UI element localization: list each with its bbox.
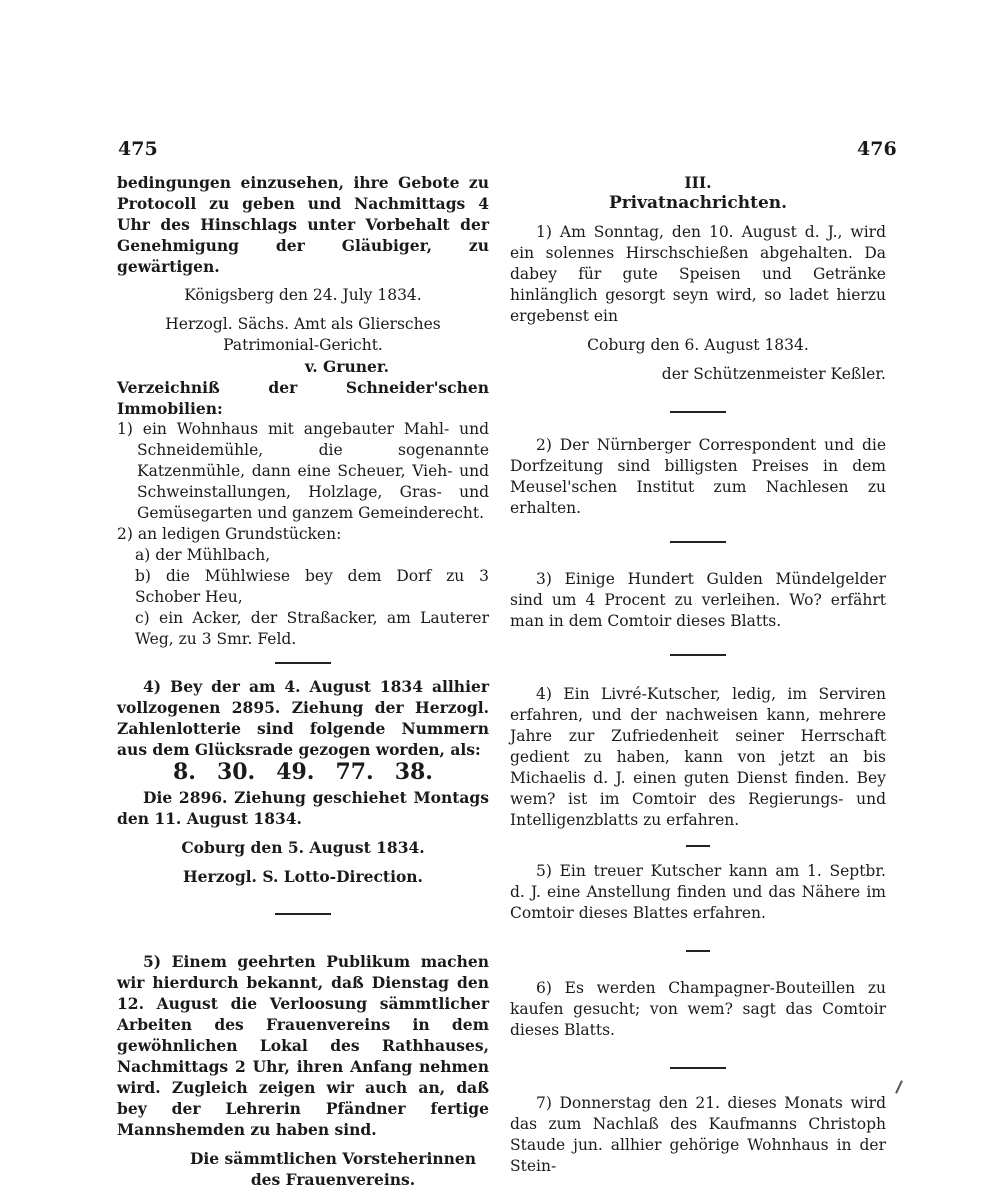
lottery-notice: 4) Bey der am 4. August 1834 allhier vollzogenen 2895. Ziehung der Herzogl. Zahlenlotterie sind folgende Nummern aus dem Glücksrade gezogen worden, als: [117,677,489,759]
right-column [510,172,886,1177]
lottery-number: 77. [335,759,374,785]
notice-text: 5) Ein treuer Kutscher kann am 1. Septbr. d. J. eine Anstellung finden und das Nähere im Comtoir dieses Blattes erfahren. [510,862,886,922]
divider [670,1067,726,1069]
dateline: Coburg den 6. August 1834. [587,336,809,354]
section-heading: Verzeichniß der Schneider'schen Immobilien: [117,378,489,418]
section-number: III. [684,173,712,192]
signature: Herzogl. S. Lotto-Direction. [183,867,423,886]
section-heading: Privatnachrichten. [608,193,788,213]
notice-text: 2) Der Nürnberger Correspondent und die Dorfzeitung sind billigsten Preises in dem Meusel'schen Institut zum Nachlesen zu erhalten. [510,436,886,517]
page-number-left: 475 [118,138,158,160]
page-number-right: 476 [857,138,897,160]
signature: Die sämmtlichen Vorsteherinnen des Frauenvereins. [189,1149,477,1189]
next-draw: Die 2896. Ziehung geschiehet Montags den 11. August 1834. [117,788,489,828]
signature: v. Gruner. [304,357,389,376]
list-item: 2) an ledigen Grundstücken: [117,525,342,543]
divider [670,411,726,413]
ink-mark [895,1080,903,1094]
divider [686,950,710,952]
left-column [117,172,489,1190]
sub-list-item: a) der Mühlbach, [135,546,271,564]
divider [670,654,726,656]
divider [275,662,331,664]
lottery-number: 38. [394,759,433,785]
lottery-number: 49. [276,759,315,785]
notice-text: 6) Es werden Champagner-Bouteillen zu kaufen gesucht; von wem? sagt das Comtoir dieses Blatts. [510,979,886,1039]
dateline: Königsberg den 24. July 1834. [184,286,422,304]
lottery-number: 8. [173,759,196,785]
list-item: 1) ein Wohnhaus mit angebauter Mahl- und Schneidemühle, die sogenannte Katzenmühle, dann eine Scheuer, Vieh- und Schweinstallungen, Holzlage, Gras- und Gemüsegarten und ganzem Gemeinderecht. [117,420,489,522]
sub-list-item: b) die Mühlwiese bey dem Dorf zu 3 Schober Heu, [135,567,489,606]
notice-text: 1) Am Sonntag, den 10. August d. J., wird ein solennes Hirschschießen abgehalten. Da dabey für gute Speisen und Getränke hinlänglich gesorgt seyn wird, so ladet hierzu ergebenst ein [510,223,886,325]
divider [686,845,710,847]
issuing-office: Herzogl. Sächs. Amt als Gliersches Patrimonial-Gericht. [165,315,441,354]
dateline: Coburg den 5. August 1834. [181,838,425,857]
notice-text: 3) Einige Hundert Gulden Mündelgelder sind um 4 Procent zu verleihen. Wo? erfährt man in dem Comtoir dieses Blatts. [510,570,886,630]
notice-text: 7) Donnerstag den 21. dieses Monats wird das zum Nachlaß des Kaufmanns Christoph Staude jun. allhier gehörige Wohnhaus in der Stein- [510,1094,886,1175]
signature: der Schützenmeister Keßler. [661,365,886,383]
divider [670,541,726,543]
lottery-number: 30. [216,759,256,785]
lottery-announcement: 5) Einem geehrten Publikum machen wir hierdurch bekannt, daß Dienstag den 12. August die Verloosung sämmtlicher Arbeiten des Frauenvereins in dem gewöhnlichen Lokal des Rathhauses, Nachmittags 2 Uhr, ihren Anfang nehmen wird. Zugleich zeigen wir auch an, daß bey der Lehrerin Pfändner fertige Mannshemden zu haben sind. [117,952,489,1139]
divider [275,913,331,915]
notice-text: 4) Ein Livré-Kutscher, ledig, im Serviren erfahren, und der nachweisen kann, mehrere Jahre zur Zufriedenheit seiner Herrschaft gedient zu haben, kann von jetzt an bis Michaelis d. J. einen guten Dienst finden. Bey wem? ist im Comtoir des Regierungs- und Intelligenzblatts zu erfahren. [510,685,886,829]
auction-conditions: bedingungen einzusehen, ihre Gebote zu Protocoll zu geben und Nachmittags 4 Uhr des Hinschlags unter Vorbehalt der Genehmigung der Gläubiger, zu gewärtigen. [117,173,489,276]
sub-list-item: c) ein Acker, der Straßacker, am Lauterer Weg, zu 3 Smr. Feld. [135,609,489,648]
lottery-numbers [117,759,489,785]
